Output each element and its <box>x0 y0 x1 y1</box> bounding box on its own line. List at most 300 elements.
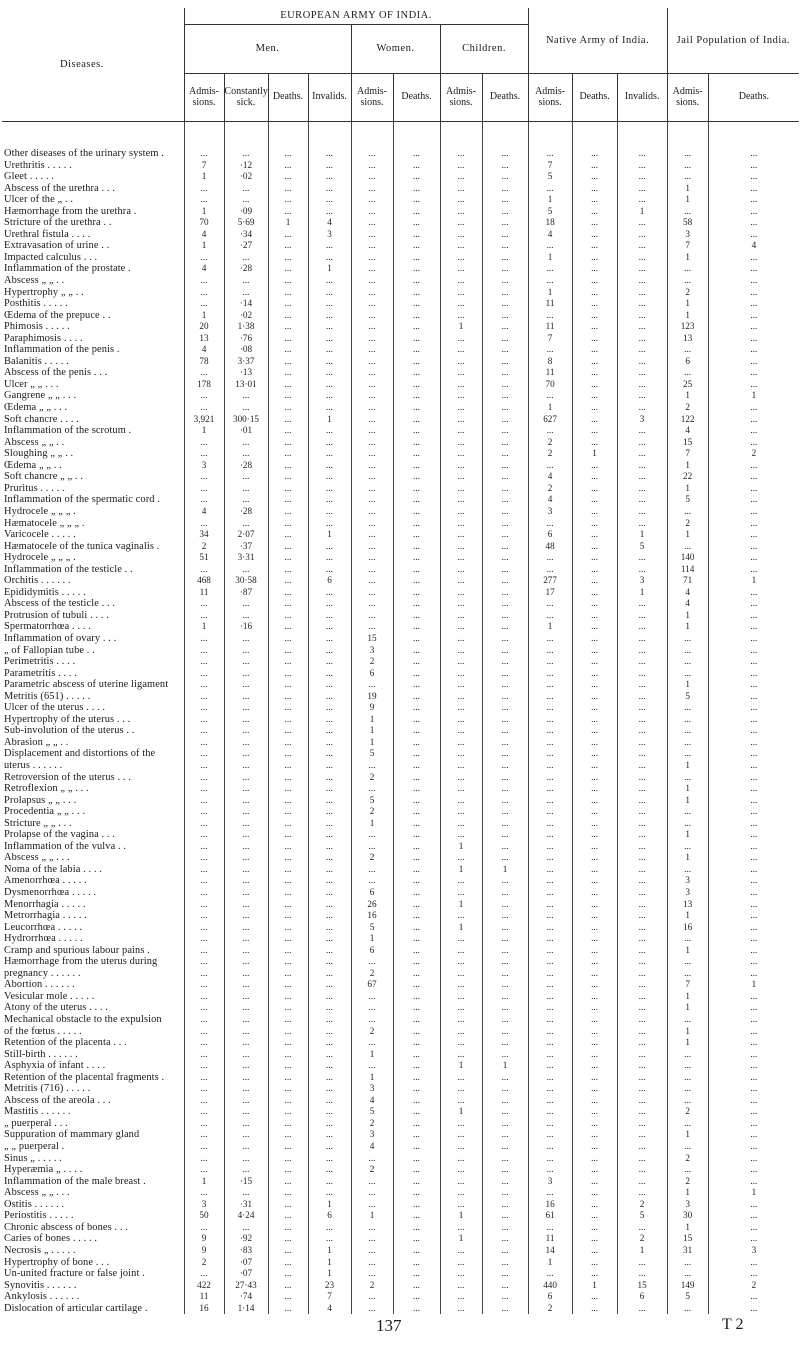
table-cell: ·15 <box>224 1176 268 1188</box>
table-cell: 1 <box>667 910 708 922</box>
table-cell: ... <box>617 171 667 183</box>
table-cell: ... <box>308 1002 351 1014</box>
table-cell: ... <box>617 1014 667 1026</box>
table-cell: ... <box>184 1153 224 1165</box>
table-cell: ... <box>528 714 572 726</box>
table-cell: ... <box>268 575 308 587</box>
table-cell: ... <box>617 1095 667 1107</box>
table-cell: ... <box>268 656 308 668</box>
table-cell: ... <box>617 1118 667 1130</box>
table-row <box>2 587 799 599</box>
table-row <box>2 240 799 252</box>
table-cell: ... <box>440 1280 482 1292</box>
table-cell: ... <box>708 587 799 599</box>
table-cell: ... <box>708 864 799 876</box>
table-cell: 1 <box>528 194 572 206</box>
table-cell: ... <box>482 748 528 760</box>
table-cell: ... <box>224 1026 268 1038</box>
table-cell: ... <box>482 483 528 495</box>
table-cell: 7 <box>308 1291 351 1303</box>
table-cell: ... <box>184 1129 224 1141</box>
table-row <box>2 194 799 206</box>
table-cell: ... <box>617 344 667 356</box>
table-cell: ... <box>572 183 617 195</box>
table-cell: ... <box>708 529 799 541</box>
table-cell: ... <box>528 956 572 968</box>
table-cell: ... <box>667 1303 708 1315</box>
table-cell: ... <box>482 183 528 195</box>
european-army-heading: EUROPEAN ARMY OF INDIA. <box>184 8 528 25</box>
table-cell: ... <box>440 263 482 275</box>
table-cell: ... <box>308 494 351 506</box>
table-cell: ... <box>393 760 440 772</box>
table-cell: ... <box>440 471 482 483</box>
table-cell: ... <box>528 795 572 807</box>
table-cell: ... <box>224 183 268 195</box>
table-cell: ... <box>708 483 799 495</box>
disease-name: Dislocation of articular cartilage . <box>4 1302 148 1314</box>
table-cell: ... <box>708 668 799 680</box>
table-cell: ... <box>440 783 482 795</box>
table-cell: ... <box>482 494 528 506</box>
table-cell: 11 <box>528 298 572 310</box>
table-cell: 1 <box>351 933 393 945</box>
table-cell: ... <box>667 171 708 183</box>
table-cell: ... <box>528 1106 572 1118</box>
table-cell: ... <box>393 1002 440 1014</box>
table-cell: ... <box>308 1233 351 1245</box>
table-row <box>2 1083 799 1095</box>
table-cell: ... <box>393 818 440 830</box>
table-cell: ... <box>708 1049 799 1061</box>
table-cell: ... <box>708 887 799 899</box>
table-cell: 1 <box>667 852 708 864</box>
table-cell: ... <box>184 887 224 899</box>
table-cell: ... <box>184 841 224 853</box>
table-cell: ... <box>482 760 528 772</box>
table-cell: ... <box>184 945 224 957</box>
table-cell: ... <box>708 1095 799 1107</box>
table-row <box>2 1037 799 1049</box>
table-cell: 50 <box>184 1210 224 1222</box>
disease-name: Retention of the placenta . . . <box>4 1037 127 1049</box>
table-cell: 6 <box>528 1291 572 1303</box>
table-cell: ... <box>393 402 440 414</box>
table-cell: ... <box>224 1118 268 1130</box>
table-cell: ... <box>528 668 572 680</box>
table-cell: ... <box>440 852 482 864</box>
table-cell: ... <box>572 1176 617 1188</box>
table-row <box>2 991 799 1003</box>
table-cell: ... <box>708 252 799 264</box>
table-cell: ... <box>393 1037 440 1049</box>
table-cell: 16 <box>667 922 708 934</box>
table-cell: 1 <box>184 240 224 252</box>
table-cell: ... <box>308 379 351 391</box>
table-cell: ... <box>528 240 572 252</box>
table-cell: ... <box>268 1257 308 1269</box>
table-cell: ... <box>482 875 528 887</box>
table-cell: 2 <box>351 1280 393 1292</box>
table-cell: ... <box>440 956 482 968</box>
table-cell: ... <box>572 263 617 275</box>
table-cell: ... <box>308 760 351 772</box>
table-cell: ... <box>224 702 268 714</box>
table-cell: ... <box>708 818 799 830</box>
table-cell: ... <box>351 171 393 183</box>
table-cell: ... <box>617 875 667 887</box>
table-row <box>2 1245 799 1257</box>
table-row <box>2 887 799 899</box>
table-cell: 3,921 <box>184 414 224 426</box>
table-cell: ... <box>308 783 351 795</box>
table-cell: ... <box>617 806 667 818</box>
table-cell: ... <box>184 1026 224 1038</box>
table-cell: ... <box>482 899 528 911</box>
disease-name: Periostitis . . . . . <box>4 1210 74 1222</box>
table-cell: ·28 <box>224 506 268 518</box>
table-cell: ... <box>708 402 799 414</box>
table-cell: 1 <box>572 1280 617 1292</box>
table-cell: ... <box>268 425 308 437</box>
table-cell: ... <box>224 1037 268 1049</box>
table-cell: ... <box>572 714 617 726</box>
table-cell: 4 <box>667 587 708 599</box>
table-cell: ... <box>308 841 351 853</box>
table-cell: ... <box>393 783 440 795</box>
table-cell: ... <box>440 1245 482 1257</box>
native-army-heading: Native Army of India. <box>528 8 667 74</box>
table-cell: 48 <box>528 541 572 553</box>
table-cell: ... <box>572 1014 617 1026</box>
table-row <box>2 1176 799 1188</box>
table-cell: ... <box>268 1187 308 1199</box>
table-cell: ... <box>308 1129 351 1141</box>
table-row <box>2 945 799 957</box>
table-cell: ... <box>308 1037 351 1049</box>
table-cell: ... <box>708 1199 799 1211</box>
table-cell: ... <box>482 1291 528 1303</box>
table-cell: ... <box>708 783 799 795</box>
disease-name: Hæmorrhage from the uterus during <box>4 956 158 968</box>
table-cell: 1 <box>440 1106 482 1118</box>
table-cell: ... <box>308 1222 351 1234</box>
table-cell: ... <box>268 1199 308 1211</box>
table-cell: ... <box>528 991 572 1003</box>
table-cell: ... <box>268 748 308 760</box>
table-cell: ... <box>440 714 482 726</box>
table-cell: ... <box>224 1083 268 1095</box>
table-cell: ... <box>617 356 667 368</box>
table-row <box>2 852 799 864</box>
table-cell: ... <box>308 956 351 968</box>
table-cell: ... <box>393 1014 440 1026</box>
table-cell: ... <box>308 933 351 945</box>
table-cell: 51 <box>184 552 224 564</box>
table-cell: ... <box>617 668 667 680</box>
diseases-heading: Diseases. <box>60 58 104 70</box>
table-cell: ... <box>308 471 351 483</box>
table-cell: ... <box>268 1106 308 1118</box>
disease-name: Sub-involution of the uterus . . <box>4 725 135 737</box>
table-cell: ... <box>482 367 528 379</box>
disease-name: Urethral fistula . . . . <box>4 228 91 240</box>
table-cell: ... <box>708 1002 799 1014</box>
table-cell: ... <box>482 933 528 945</box>
table-cell: ·02 <box>224 171 268 183</box>
table-cell: ... <box>708 414 799 426</box>
table-cell: ... <box>224 448 268 460</box>
table-cell: ... <box>572 1245 617 1257</box>
table-cell: ... <box>482 390 528 402</box>
table-cell: 3 <box>617 575 667 587</box>
table-cell: ... <box>268 991 308 1003</box>
table-cell: ... <box>572 1083 617 1095</box>
table-cell: ... <box>572 425 617 437</box>
table-row <box>2 356 799 368</box>
table-cell: ... <box>708 1303 799 1315</box>
table-cell: ... <box>268 910 308 922</box>
table-cell: ... <box>268 229 308 241</box>
table-cell: 3 <box>351 1083 393 1095</box>
table-cell: ... <box>482 1268 528 1280</box>
table-row <box>2 1268 799 1280</box>
table-cell: ... <box>572 633 617 645</box>
table-cell: 5 <box>667 494 708 506</box>
table-cell: ... <box>351 448 393 460</box>
table-cell: 15 <box>667 1233 708 1245</box>
table-cell: ... <box>572 945 617 957</box>
table-cell: ·01 <box>224 425 268 437</box>
table-cell: ... <box>708 956 799 968</box>
table-cell: ... <box>708 875 799 887</box>
table-cell: ... <box>667 714 708 726</box>
table-cell: ... <box>308 1060 351 1072</box>
table-cell: 422 <box>184 1280 224 1292</box>
table-cell: ... <box>268 437 308 449</box>
table-cell: ... <box>224 991 268 1003</box>
table-cell: ... <box>528 183 572 195</box>
table-cell: ... <box>572 841 617 853</box>
table-cell: ... <box>482 679 528 691</box>
table-cell: ... <box>224 829 268 841</box>
disease-name: Chronic abscess of bones . . . <box>4 1221 128 1233</box>
table-cell: ... <box>572 679 617 691</box>
table-cell: ... <box>482 621 528 633</box>
table-cell: ... <box>268 945 308 957</box>
table-cell: 2 <box>667 287 708 299</box>
table-cell: ... <box>393 183 440 195</box>
table-cell: 1 <box>667 991 708 1003</box>
table-cell: ... <box>572 310 617 322</box>
table-cell: ... <box>528 922 572 934</box>
women-admissions-heading: Admis-sions. <box>351 74 393 122</box>
table-cell: ... <box>572 494 617 506</box>
table-cell: ... <box>268 1210 308 1222</box>
table-cell: ... <box>572 610 617 622</box>
jail-population-heading: Jail Population of India. <box>667 8 799 74</box>
table-cell: ... <box>440 425 482 437</box>
table-row <box>2 841 799 853</box>
table-cell: ... <box>440 494 482 506</box>
table-cell: ... <box>440 737 482 749</box>
table-cell: ... <box>268 448 308 460</box>
table-row <box>2 864 799 876</box>
table-cell: ... <box>572 1118 617 1130</box>
table-cell: ... <box>393 1106 440 1118</box>
native-invalids-heading: Invalids. <box>617 74 667 122</box>
table-cell: 7 <box>667 240 708 252</box>
table-cell: 1 <box>667 310 708 322</box>
table-cell: 7 <box>528 333 572 345</box>
table-cell: ... <box>617 367 667 379</box>
table-cell: ... <box>440 206 482 218</box>
table-cell: 19 <box>351 691 393 703</box>
table-cell: 2 <box>708 448 799 460</box>
table-cell: ... <box>528 148 572 160</box>
table-cell: ... <box>440 518 482 530</box>
table-cell: ... <box>224 1141 268 1153</box>
table-cell: ... <box>617 656 667 668</box>
table-cell: ·37 <box>224 541 268 553</box>
table-cell: ... <box>268 252 308 264</box>
table-cell: ... <box>351 1303 393 1315</box>
table-cell: ... <box>224 1106 268 1118</box>
table-cell: ... <box>268 541 308 553</box>
table-cell: 2 <box>184 541 224 553</box>
table-cell: ... <box>482 310 528 322</box>
table-cell: ... <box>393 610 440 622</box>
table-cell: ... <box>351 1037 393 1049</box>
table-cell: ... <box>708 829 799 841</box>
table-cell: ... <box>268 344 308 356</box>
table-row <box>2 448 799 460</box>
disease-name: Epididymitis . . . . . <box>4 586 86 598</box>
table-cell: ... <box>224 806 268 818</box>
disease-name: Parametritis . . . . <box>4 667 77 679</box>
table-cell: ... <box>184 864 224 876</box>
disease-name: Hydrocele „ „ „ . <box>4 505 76 517</box>
table-cell: ... <box>617 864 667 876</box>
table-cell: ... <box>268 1095 308 1107</box>
table-cell: ... <box>572 240 617 252</box>
table-cell: 1 <box>667 610 708 622</box>
table-cell: ... <box>528 772 572 784</box>
table-cell: ... <box>393 287 440 299</box>
table-cell: ... <box>572 1268 617 1280</box>
table-cell: ... <box>440 772 482 784</box>
table-cell: ... <box>572 506 617 518</box>
table-cell: ... <box>708 564 799 576</box>
table-cell: ... <box>572 287 617 299</box>
table-cell: ... <box>572 668 617 680</box>
table-cell: ... <box>224 518 268 530</box>
table-cell: 15 <box>617 1280 667 1292</box>
table-cell: ... <box>528 1222 572 1234</box>
table-cell: ... <box>184 910 224 922</box>
table-cell: ... <box>351 621 393 633</box>
table-cell: 2·07 <box>224 529 268 541</box>
table-row <box>2 760 799 772</box>
table-cell: 123 <box>667 321 708 333</box>
table-cell: 30 <box>667 1210 708 1222</box>
table-cell: ... <box>440 298 482 310</box>
table-cell: 3 <box>184 460 224 472</box>
table-cell: ... <box>572 910 617 922</box>
table-cell: 3 <box>667 229 708 241</box>
disease-name: Perimetritis . . . . <box>4 656 76 668</box>
table-cell: ... <box>393 1164 440 1176</box>
table-cell: ... <box>268 702 308 714</box>
table-cell: ... <box>572 899 617 911</box>
table-cell: ... <box>572 656 617 668</box>
table-cell: 3·31 <box>224 552 268 564</box>
table-cell: 2 <box>351 656 393 668</box>
table-cell: ... <box>393 645 440 657</box>
disease-name: Still-birth . . . . . . <box>4 1048 78 1060</box>
table-cell: ... <box>482 298 528 310</box>
table-cell: 6 <box>351 668 393 680</box>
table-cell: ... <box>184 633 224 645</box>
table-cell: 468 <box>184 575 224 587</box>
table-cell: ·14 <box>224 298 268 310</box>
table-cell: ... <box>482 1164 528 1176</box>
table-cell: ... <box>393 148 440 160</box>
disease-statistics-table <box>2 8 799 1314</box>
table-cell: ... <box>268 783 308 795</box>
table-row <box>2 275 799 287</box>
disease-name: Spermatorrhœa . . . . <box>4 621 91 633</box>
table-cell: 4 <box>351 1141 393 1153</box>
table-cell: ... <box>393 656 440 668</box>
table-cell: ... <box>308 679 351 691</box>
table-cell: ... <box>528 783 572 795</box>
table-cell: ... <box>482 379 528 391</box>
table-cell: 1 <box>528 621 572 633</box>
table-cell: ... <box>224 1002 268 1014</box>
table-cell: ... <box>184 298 224 310</box>
table-cell: ... <box>393 1176 440 1188</box>
table-cell: ... <box>393 367 440 379</box>
table-cell: ... <box>708 933 799 945</box>
table-cell: ... <box>308 795 351 807</box>
disease-name: Hæmatocele „ „ „ . <box>4 517 85 529</box>
table-cell: 5 <box>617 1210 667 1222</box>
table-cell: ... <box>224 668 268 680</box>
table-cell: ... <box>308 1187 351 1199</box>
table-cell: ... <box>184 956 224 968</box>
disease-name: Prolapse of the vagina . . . <box>4 829 116 841</box>
table-cell: ... <box>617 402 667 414</box>
table-cell: ... <box>572 575 617 587</box>
table-cell: ... <box>528 610 572 622</box>
table-cell: ... <box>268 310 308 322</box>
disease-name: Abscess of the testicle . . . <box>4 598 116 610</box>
disease-name: Other diseases of the urinary system . <box>4 148 164 159</box>
table-cell: 1 <box>667 390 708 402</box>
table-cell: ... <box>482 425 528 437</box>
table-cell: ... <box>184 275 224 287</box>
table-cell: ... <box>572 552 617 564</box>
table-cell: ... <box>268 275 308 287</box>
table-cell: ... <box>224 979 268 991</box>
table-cell: ... <box>393 263 440 275</box>
table-cell: ... <box>617 945 667 957</box>
table-cell: ... <box>617 252 667 264</box>
table-row <box>2 367 799 379</box>
table-cell: ... <box>528 564 572 576</box>
table-cell: ... <box>184 702 224 714</box>
